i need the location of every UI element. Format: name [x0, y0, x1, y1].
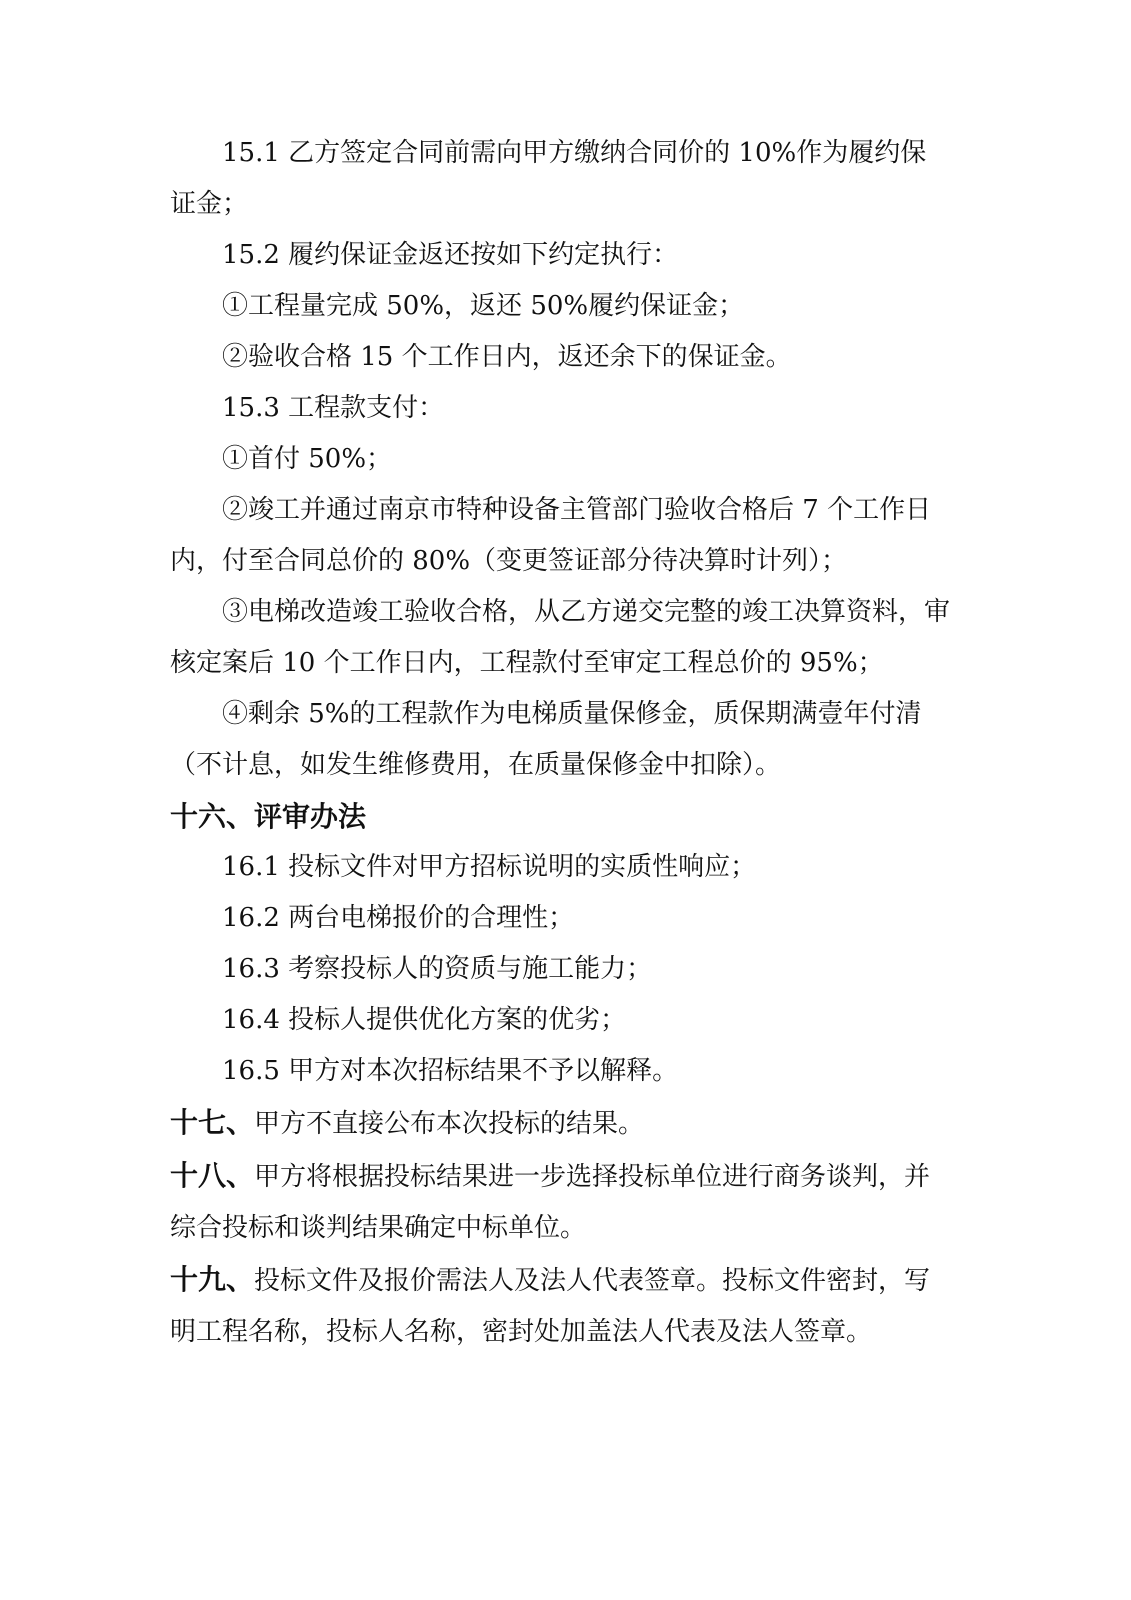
clause-15-3-item-4: ④剩余 5%的工程款作为电梯质量保修金，质保期满壹年付清（不计息，如发生维修费用，在质量保修金中扣除）。 — [170, 699, 922, 780]
section-18-number: 十八、 — [170, 1159, 255, 1192]
clause-15-2: 15.2 履约保证金返还按如下约定执行： — [222, 240, 679, 270]
clause-16-4: 16.4 投标人提供优化方案的优劣； — [222, 1005, 627, 1035]
section-18-text: 甲方将根据投标结果进一步选择投标单位进行商务谈判，并综合投标和谈判结果确定中标单位。 — [170, 1162, 931, 1243]
clause-16-1: 16.1 投标文件对甲方招标说明的实质性响应； — [222, 852, 757, 882]
section-19-text: 投标文件及报价需法人及法人代表签章。投标文件密封，写明工程名称，投标人名称，密封处加盖法人代表及法人签章。 — [170, 1266, 931, 1347]
clause-15-3-item-1: ①首付 50%； — [222, 444, 393, 474]
section-17-number: 十七、 — [170, 1106, 255, 1139]
clause-15-2-item-1: ①工程量完成 50%，返还 50%履约保证金； — [222, 291, 745, 321]
section-19-number: 十九、 — [170, 1263, 255, 1296]
clause-15-3-item-2: ②竣工并通过南京市特种设备主管部门验收合格后 7 个工作日内，付至合同总价的 80%（变更签证部分待决算时计列）； — [170, 495, 932, 576]
section-19 — [170, 1254, 950, 1358]
clause-16-3: 16.3 考察投标人的资质与施工能力； — [222, 954, 653, 984]
clause-15-1: 15.1 乙方签定合同前需向甲方缴纳合同价的 10%作为履约保证金； — [170, 138, 927, 219]
clause-15-3-item-3: ③电梯改造竣工验收合格，从乙方递交完整的竣工决算资料，审核定案后 10 个工作日内，工程款付至审定工程总价的 95%； — [170, 597, 951, 678]
clause-16-5: 16.5 甲方对本次招标结果不予以解释。 — [222, 1056, 679, 1086]
clause-15-3: 15.3 工程款支付： — [222, 393, 445, 423]
section-18 — [170, 1150, 950, 1254]
clause-16-2: 16.2 两台电梯报价的合理性； — [222, 903, 575, 933]
clause-15-2-item-2: ②验收合格 15 个工作日内，返还余下的保证金。 — [222, 342, 792, 372]
section-17 — [170, 1097, 950, 1150]
document-body — [170, 128, 950, 1358]
section-16-heading: 十六、评审办法 — [170, 800, 367, 833]
section-17-text: 甲方不直接公布本次投标的结果。 — [254, 1109, 645, 1139]
